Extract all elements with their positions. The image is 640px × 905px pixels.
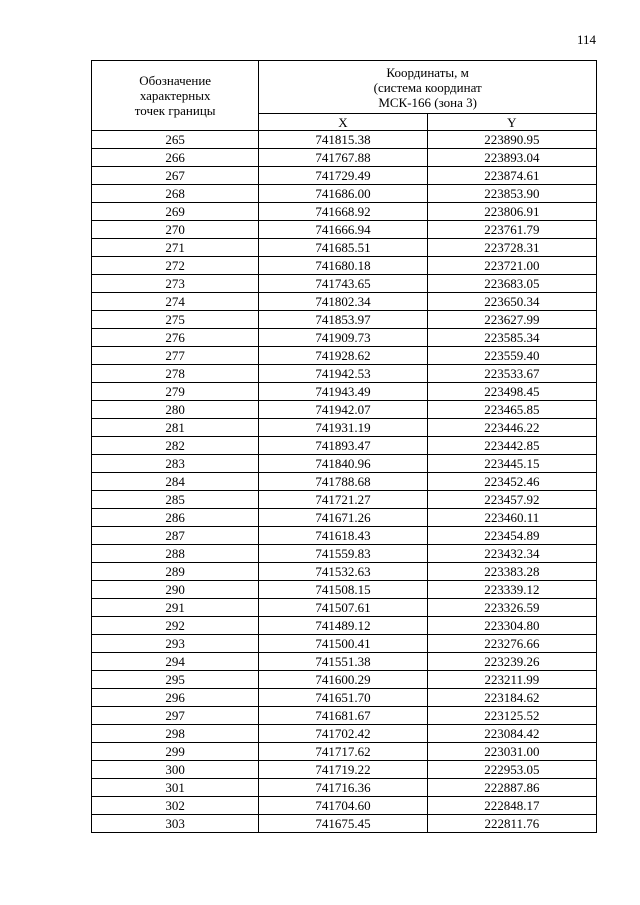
point-cell: 275 (92, 311, 259, 329)
point-cell: 302 (92, 797, 259, 815)
x-coordinate-cell: 741685.51 (259, 239, 427, 257)
table-row (92, 761, 597, 779)
point-cell: 287 (92, 527, 259, 545)
x-coordinate-cell: 741716.36 (259, 779, 427, 797)
point-cell: 269 (92, 203, 259, 221)
x-coordinate-cell: 741853.97 (259, 311, 427, 329)
page-number: 114 (576, 32, 596, 47)
point-cell: 299 (92, 743, 259, 761)
table-row (92, 797, 597, 815)
y-coordinate-cell: 222887.86 (427, 779, 596, 797)
point-cell: 274 (92, 293, 259, 311)
y-coordinate-cell: 223533.67 (427, 365, 596, 383)
table-row (92, 293, 597, 311)
x-coordinate-cell: 741942.53 (259, 365, 427, 383)
table-row (92, 635, 597, 653)
point-header-line: характерных (139, 88, 211, 103)
coords-header-line: (система координат (373, 79, 482, 95)
point-cell: 283 (92, 455, 259, 473)
x-coordinate-cell: 741704.60 (259, 797, 427, 815)
x-coordinate-cell: 741942.07 (259, 401, 427, 419)
point-cell: 273 (92, 275, 259, 293)
table-row (92, 419, 597, 437)
table-row (92, 563, 597, 581)
y-coordinate-cell: 223442.85 (427, 437, 596, 455)
x-coordinate-cell: 741507.61 (259, 599, 427, 617)
y-coordinate-cell: 223498.45 (427, 383, 596, 401)
point-cell: 270 (92, 221, 259, 239)
point-cell: 286 (92, 509, 259, 527)
table-row (92, 671, 597, 689)
point-cell: 279 (92, 383, 259, 401)
y-coordinate-cell: 223761.79 (427, 221, 596, 239)
coordinates-table-body (92, 131, 597, 833)
point-cell: 268 (92, 185, 259, 203)
point-cell: 291 (92, 599, 259, 617)
table-row (92, 383, 597, 401)
y-coordinate-cell: 223211.99 (427, 671, 596, 689)
y-coordinate-cell: 223893.04 (427, 149, 596, 167)
y-coordinate-cell: 223806.91 (427, 203, 596, 221)
y-coordinate-cell: 223627.99 (427, 311, 596, 329)
y-coordinate-cell: 223728.31 (427, 239, 596, 257)
point-cell: 284 (92, 473, 259, 491)
x-coordinate-cell: 741675.45 (259, 815, 427, 833)
coords-header-line: Координаты, м (386, 64, 469, 80)
y-coordinate-cell: 223184.62 (427, 689, 596, 707)
point-header-line: точек границы (134, 103, 216, 118)
x-coordinate-cell: 741618.43 (259, 527, 427, 545)
x-coordinate-cell: 741717.62 (259, 743, 427, 761)
y-coordinate-cell: 223432.34 (427, 545, 596, 563)
table-row (92, 311, 597, 329)
y-coordinate-cell: 223125.52 (427, 707, 596, 725)
y-coordinate-cell: 223721.00 (427, 257, 596, 275)
y-coordinate-cell: 222811.76 (427, 815, 596, 833)
x-coordinate-cell: 741500.41 (259, 635, 427, 653)
y-coordinate-cell: 222953.05 (427, 761, 596, 779)
point-cell: 271 (92, 239, 259, 257)
x-coordinate-cell: 741909.73 (259, 329, 427, 347)
y-column-header: Y (427, 114, 596, 131)
y-coordinate-cell: 222848.17 (427, 797, 596, 815)
y-coordinate-cell: 223452.46 (427, 473, 596, 491)
y-coordinate-cell: 223446.22 (427, 419, 596, 437)
x-coordinate-cell: 741508.15 (259, 581, 427, 599)
point-cell: 295 (92, 671, 259, 689)
point-cell: 285 (92, 491, 259, 509)
point-designation-header (92, 61, 259, 131)
x-coordinate-cell: 741719.22 (259, 761, 427, 779)
x-coordinate-cell: 741721.27 (259, 491, 427, 509)
y-coordinate-cell: 223853.90 (427, 185, 596, 203)
x-coordinate-cell: 741686.00 (259, 185, 427, 203)
x-coordinate-cell: 741743.65 (259, 275, 427, 293)
y-coordinate-cell: 223585.34 (427, 329, 596, 347)
point-cell: 267 (92, 167, 259, 185)
point-cell: 303 (92, 815, 259, 833)
point-cell: 290 (92, 581, 259, 599)
x-coordinate-cell: 741943.49 (259, 383, 427, 401)
point-cell: 282 (92, 437, 259, 455)
x-coordinate-cell: 741489.12 (259, 617, 427, 635)
table-row (92, 617, 597, 635)
point-cell: 301 (92, 779, 259, 797)
x-coordinate-cell: 741840.96 (259, 455, 427, 473)
x-coordinate-cell: 741788.68 (259, 473, 427, 491)
y-coordinate-cell: 223650.34 (427, 293, 596, 311)
point-cell: 296 (92, 689, 259, 707)
x-coordinate-cell: 741668.92 (259, 203, 427, 221)
y-coordinate-cell: 223465.85 (427, 401, 596, 419)
table-row (92, 275, 597, 293)
x-coordinate-cell: 741681.67 (259, 707, 427, 725)
point-cell: 289 (92, 563, 259, 581)
x-coordinate-cell: 741680.18 (259, 257, 427, 275)
x-coordinate-cell: 741551.38 (259, 653, 427, 671)
x-coordinate-cell: 741666.94 (259, 221, 427, 239)
x-column-header: X (259, 114, 427, 131)
y-coordinate-cell: 223239.26 (427, 653, 596, 671)
x-coordinate-cell: 741702.42 (259, 725, 427, 743)
table-row (92, 185, 597, 203)
x-coordinate-cell: 741767.88 (259, 149, 427, 167)
coords-header-line: МСК-166 (зона 3) (378, 94, 477, 110)
table-row (92, 779, 597, 797)
x-coordinate-cell: 741532.63 (259, 563, 427, 581)
table-row (92, 149, 597, 167)
table-row (92, 365, 597, 383)
y-coordinate-cell: 223874.61 (427, 167, 596, 185)
table-row (92, 401, 597, 419)
table-row (92, 653, 597, 671)
y-coordinate-cell: 223304.80 (427, 617, 596, 635)
point-cell: 294 (92, 653, 259, 671)
x-coordinate-cell: 741802.34 (259, 293, 427, 311)
y-coordinate-cell: 223084.42 (427, 725, 596, 743)
x-coordinate-cell: 741815.38 (259, 131, 427, 149)
point-cell: 297 (92, 707, 259, 725)
table-row (92, 725, 597, 743)
table-row (92, 815, 597, 833)
y-coordinate-cell: 223890.95 (427, 131, 596, 149)
point-cell: 292 (92, 617, 259, 635)
table-row (92, 437, 597, 455)
table-row (92, 527, 597, 545)
point-cell: 300 (92, 761, 259, 779)
x-coordinate-cell: 741600.29 (259, 671, 427, 689)
y-coordinate-cell: 223383.28 (427, 563, 596, 581)
point-cell: 298 (92, 725, 259, 743)
x-coordinate-cell: 741651.70 (259, 689, 427, 707)
point-cell: 293 (92, 635, 259, 653)
table-row (92, 545, 597, 563)
y-coordinate-cell: 223031.00 (427, 743, 596, 761)
point-cell: 278 (92, 365, 259, 383)
y-coordinate-cell: 223326.59 (427, 599, 596, 617)
point-cell: 288 (92, 545, 259, 563)
x-coordinate-cell: 741928.62 (259, 347, 427, 365)
table-row (92, 743, 597, 761)
x-coordinate-cell: 741729.49 (259, 167, 427, 185)
x-coordinate-cell: 741559.83 (259, 545, 427, 563)
table-row (92, 581, 597, 599)
table-row (92, 347, 597, 365)
point-cell: 277 (92, 347, 259, 365)
point-cell: 266 (92, 149, 259, 167)
y-coordinate-cell: 223683.05 (427, 275, 596, 293)
x-coordinate-cell: 741893.47 (259, 437, 427, 455)
y-coordinate-cell: 223457.92 (427, 491, 596, 509)
y-coordinate-cell: 223445.15 (427, 455, 596, 473)
point-cell: 280 (92, 401, 259, 419)
y-coordinate-cell: 223276.66 (427, 635, 596, 653)
table-row (92, 221, 597, 239)
x-coordinate-cell: 741671.26 (259, 509, 427, 527)
table-row (92, 203, 597, 221)
point-cell: 265 (92, 131, 259, 149)
y-coordinate-cell: 223460.11 (427, 509, 596, 527)
table-row (92, 167, 597, 185)
coordinates-table (91, 60, 597, 833)
table-row (92, 257, 597, 275)
point-cell: 272 (92, 257, 259, 275)
coordinates-header (259, 61, 597, 114)
table-row (92, 509, 597, 527)
table-row (92, 329, 597, 347)
table-row (92, 491, 597, 509)
y-coordinate-cell: 223559.40 (427, 347, 596, 365)
table-row (92, 131, 597, 149)
point-cell: 276 (92, 329, 259, 347)
x-coordinate-cell: 741931.19 (259, 419, 427, 437)
point-header-line: Обозначение (139, 73, 212, 88)
table-row (92, 599, 597, 617)
table-row (92, 239, 597, 257)
table-row (92, 455, 597, 473)
table-row (92, 689, 597, 707)
y-coordinate-cell: 223339.12 (427, 581, 596, 599)
point-cell: 281 (92, 419, 259, 437)
table-row (92, 707, 597, 725)
table-row (92, 473, 597, 491)
y-coordinate-cell: 223454.89 (427, 527, 596, 545)
